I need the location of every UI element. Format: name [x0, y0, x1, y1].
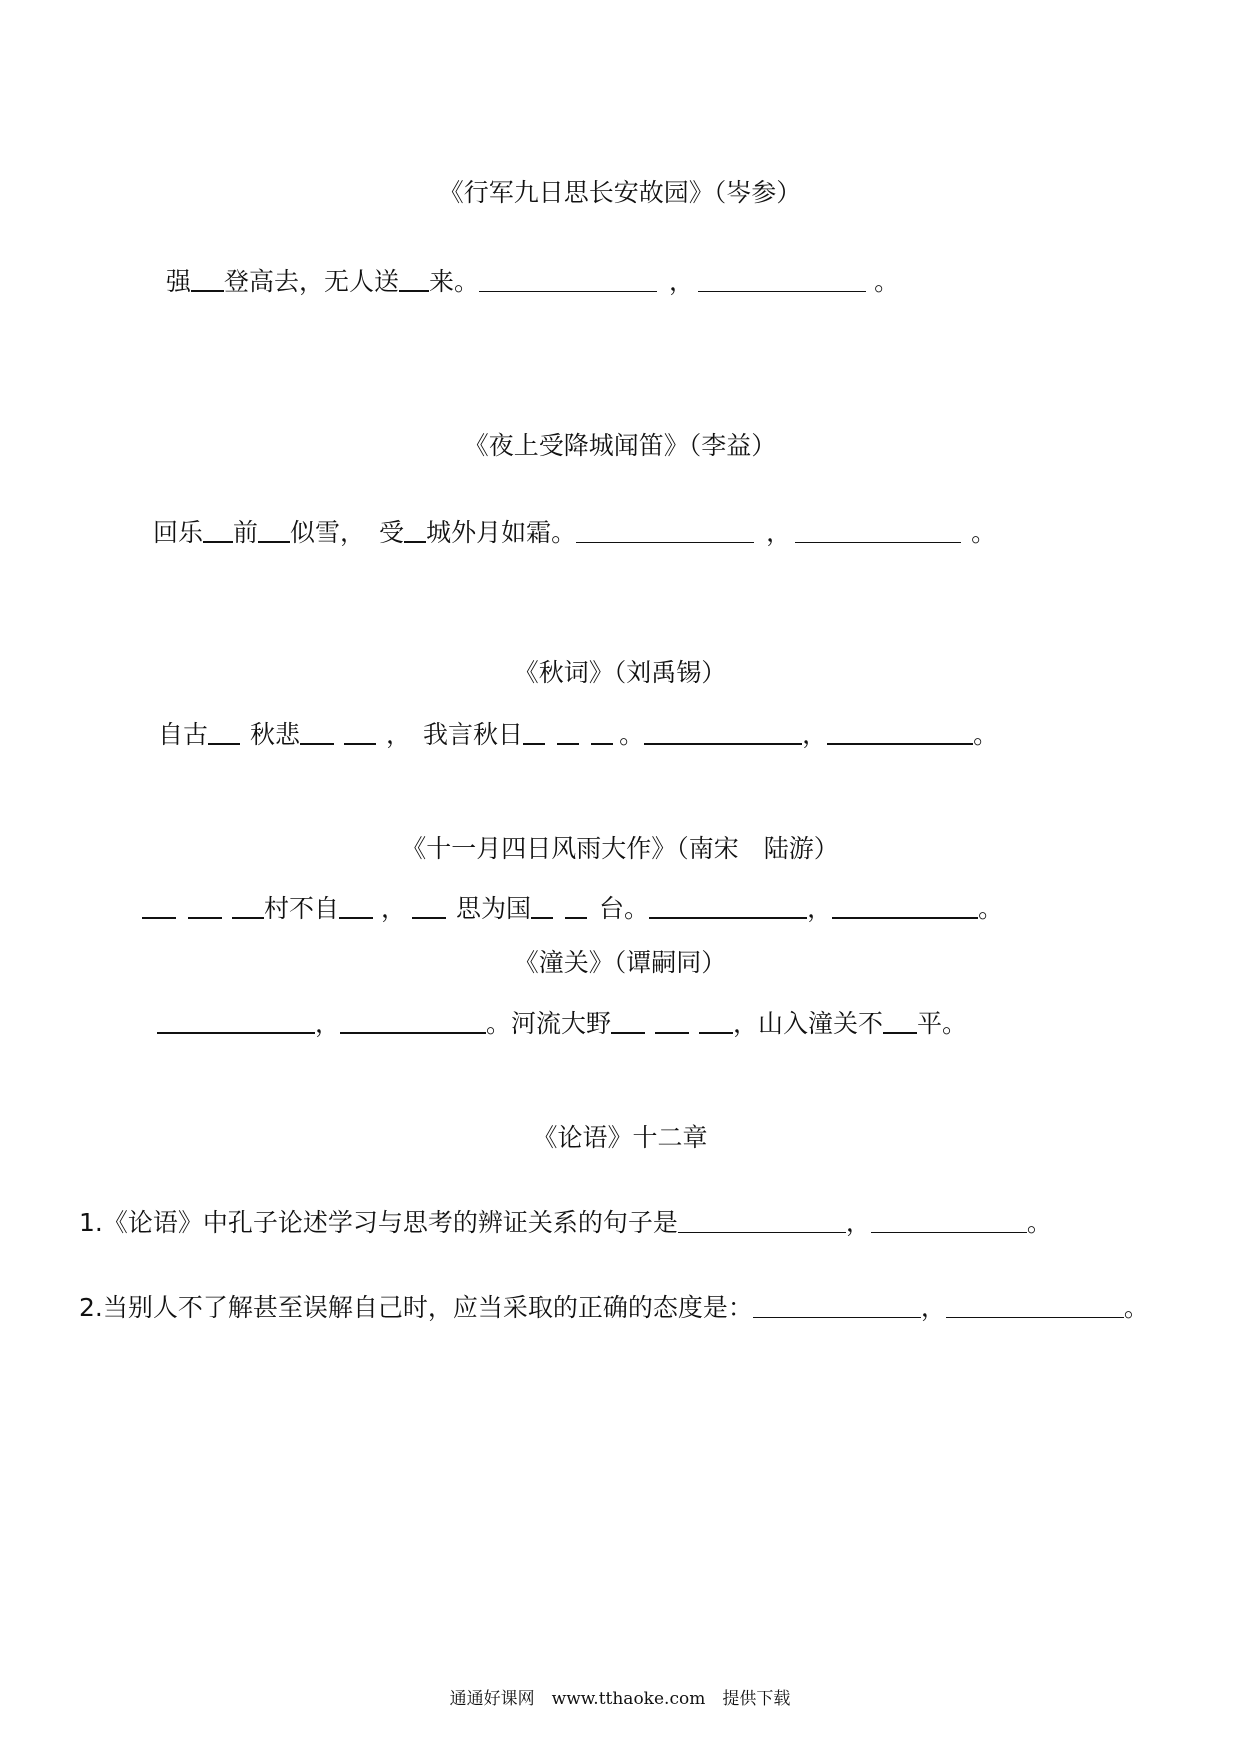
fill-blank[interactable] [188, 891, 222, 919]
fill-blank-long[interactable] [832, 891, 978, 919]
fill-blank[interactable] [655, 1006, 689, 1034]
poem-4-period: 。 [978, 894, 1004, 923]
poem-5-line [157, 1006, 967, 1041]
poem-5-comma: ， [315, 1009, 341, 1038]
poem-1-text-1: 强 [166, 267, 192, 296]
poem-4-text-1: 村不自 [264, 894, 340, 923]
question-1-comma: ， [845, 1208, 871, 1237]
fill-blank-long[interactable] [678, 1206, 846, 1233]
question-1-text: 1.《论语》中孔子论述学习与思考的辨证关系的句子是 [79, 1208, 678, 1237]
fill-blank[interactable] [203, 515, 233, 543]
poem-3-period: 。 [973, 720, 999, 749]
fill-blank-long[interactable] [795, 516, 961, 543]
poem-4-title: 《十一月四日风雨大作》（南宋 陆游） [401, 834, 839, 863]
fill-blank[interactable] [232, 891, 264, 919]
question-2-period: 。 [1123, 1293, 1149, 1322]
fill-blank-long[interactable] [644, 717, 802, 745]
poem-2-period: 。 [971, 518, 997, 547]
poem-5-title: 《潼关》（谭嗣同） [513, 948, 727, 977]
poem-2-comma: ， [766, 518, 792, 547]
poem-3-title: 《秋词》（刘禹锡） [513, 658, 727, 687]
fill-blank[interactable] [883, 1006, 917, 1034]
fill-blank-long[interactable] [649, 891, 807, 919]
fill-blank[interactable] [699, 1006, 733, 1034]
poem-1-line [166, 264, 899, 299]
poem-4-line [142, 891, 1003, 926]
poem-2-line [153, 515, 996, 550]
poem-3-line [158, 717, 998, 752]
fill-blank-long[interactable] [946, 1291, 1124, 1318]
poem-3-text-4: 。 [619, 720, 645, 749]
lunyu-question-2 [79, 1291, 1149, 1325]
fill-blank-long[interactable] [871, 1206, 1027, 1233]
poem-2-text-1: 回乐 [153, 518, 204, 547]
poem-1-text-3: 来。 [429, 267, 480, 296]
fill-blank-long[interactable] [827, 717, 973, 745]
poem-4-text-3: 台。 [599, 894, 650, 923]
lunyu-title: 《论语》十二章 [532, 1123, 708, 1152]
fill-blank[interactable] [591, 717, 613, 745]
fill-blank[interactable] [399, 264, 429, 292]
poem-5-text-1: 。河流大野 [486, 1009, 612, 1038]
fill-blank[interactable] [339, 891, 373, 919]
fill-blank[interactable] [404, 515, 426, 543]
poem-4-comma-1: ， [381, 894, 407, 923]
poem-1-title: 《行军九日思长安故园》（岑参） [438, 178, 802, 207]
poem-2-text-2: 前 [233, 518, 259, 547]
fill-blank-long[interactable] [157, 1006, 315, 1034]
fill-blank[interactable] [611, 1006, 645, 1034]
question-1-period: 。 [1026, 1208, 1052, 1237]
question-2-text: 2.当别人不了解甚至误解自己时，应当采取的正确的态度是： [79, 1293, 753, 1322]
fill-blank-long[interactable] [340, 1006, 486, 1034]
fill-blank[interactable] [565, 891, 587, 919]
poem-1-period: 。 [874, 267, 900, 296]
poem-2-title: 《夜上受降城闻笛》（李益） [463, 431, 777, 460]
poem-2-text-4: 受 [379, 518, 405, 547]
fill-blank[interactable] [191, 264, 224, 292]
poem-3-text-2: 秋悲 [250, 720, 301, 749]
page-footer: 通通好课网 www.tthaoke.com 提供下载 [449, 1689, 791, 1709]
question-2-comma: ， [920, 1293, 946, 1322]
fill-blank[interactable] [208, 717, 240, 745]
poem-2-text-5: 城外月如霜。 [426, 518, 577, 547]
fill-blank[interactable] [300, 717, 334, 745]
fill-blank-long[interactable] [753, 1291, 921, 1318]
fill-blank[interactable] [531, 891, 553, 919]
poem-1-text-2: 登高去，无人送 [224, 267, 400, 296]
poem-3-comma-2: ， [802, 720, 828, 749]
poem-3-text-1: 自古 [158, 720, 209, 749]
fill-blank-long[interactable] [698, 265, 866, 292]
poem-2-text-3: 似雪， [290, 518, 366, 547]
poem-1-comma: ， [669, 267, 695, 296]
poem-3-comma-1: ， [386, 720, 412, 749]
fill-blank-long[interactable] [479, 265, 657, 292]
fill-blank[interactable] [344, 717, 376, 745]
poem-4-text-2: 思为国 [456, 894, 532, 923]
lunyu-question-1 [79, 1206, 1052, 1240]
fill-blank[interactable] [557, 717, 579, 745]
fill-blank[interactable] [142, 891, 176, 919]
fill-blank[interactable] [258, 515, 290, 543]
poem-3-text-3: 我言秋日 [423, 720, 524, 749]
poem-4-comma-2: ， [807, 894, 833, 923]
poem-5-text-2: ，山入潼关不 [733, 1009, 884, 1038]
poem-5-text-3: 平。 [917, 1009, 968, 1038]
fill-blank[interactable] [412, 891, 446, 919]
fill-blank-long[interactable] [576, 516, 754, 543]
fill-blank[interactable] [523, 717, 545, 745]
